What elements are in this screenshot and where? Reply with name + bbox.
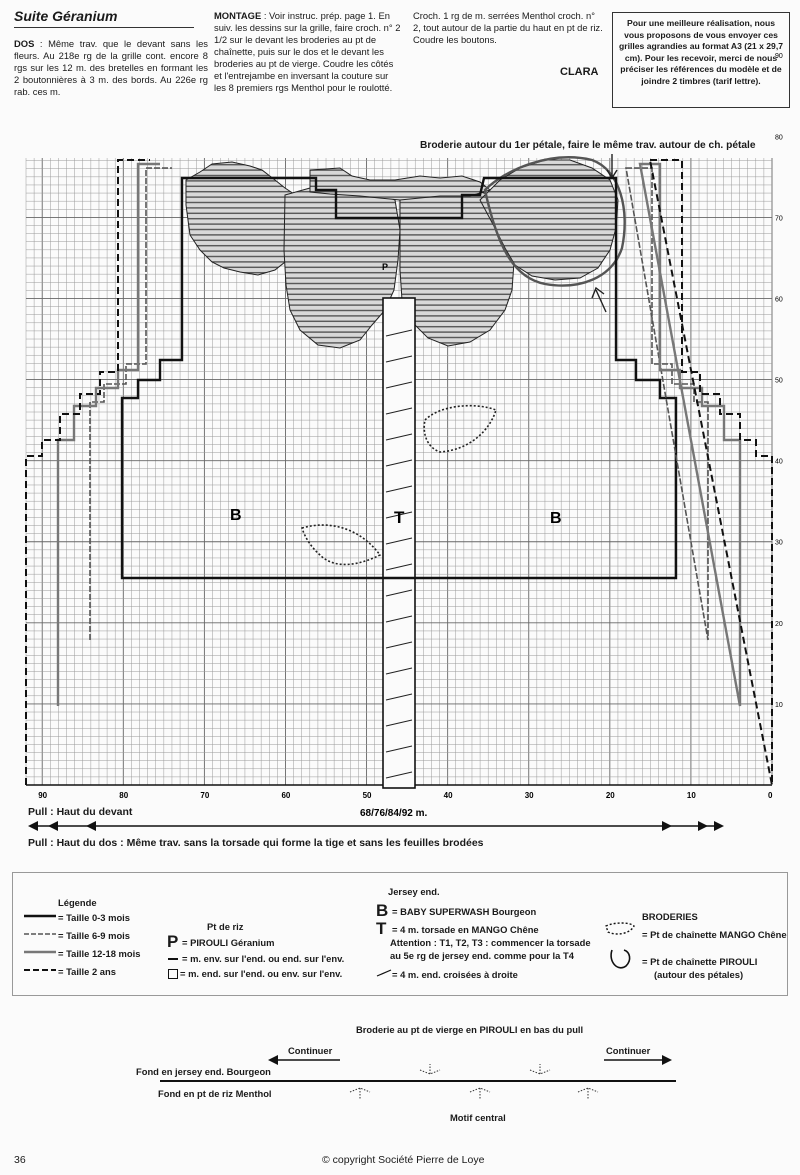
leaf-lower [302,525,380,564]
continue-right: Continuer [606,1045,651,1056]
montage-label: MONTAGE [214,10,262,21]
x-tick-80: 80 [119,791,129,800]
y-tick-50: 50 [775,377,783,385]
fond-2: Fond en pt de riz Menthol [158,1088,272,1099]
page-number: 36 [14,1154,26,1166]
legend-dash-text: = m. env. sur l'end. ou end. sur l'env. [182,953,345,964]
note-arrow [607,154,617,178]
leaf-upper [424,406,496,452]
legend-b-text: = BABY SUPERWASH Bourgeon [392,906,537,917]
x-tick-60: 60 [281,791,291,800]
pull-back-label: Pull : Haut du dos : Même trav. sans la torsade qui forme la tige et sans les feuilles brodées [28,837,484,849]
legend-b-letter: B [376,901,389,920]
label-t: T [394,508,405,527]
legend-p-letter: P [167,932,179,951]
section-title: Suite Géranium [14,8,118,24]
legend-embroidery-symbols [604,920,638,980]
cable-stem [383,298,415,788]
legend-size-6-9: = Taille 6-9 mois [58,930,130,941]
legend-t-text-1: = 4 m. torsade en MANGO Chêne [392,924,539,935]
legend-size-2: = Taille 2 ans [58,966,116,977]
info-box: Pour une meilleure réalisation, nous vous proposons de vous envoyer ces grilles agrandies au format A3 (21 x 29,7 cm). Pour les recevoir, merci de nous préciser les références du modèle et de joindre 2 timbres (tarif lettre). [612,12,790,108]
petal-pointer-arrow [592,288,606,312]
x-tick-10: 10 [686,791,696,800]
label-b-left: B [230,507,242,524]
dos-body: : Même trav. que le devant sans les fleurs. Au 218e rg de la grille cont. encore 8 rgs sur les 12 m. des bretelles en formant les 2 boutonnières à 3 m. des bords. Au 226e rg rab. ces m. [14,38,208,97]
x-tick-40: 40 [443,791,453,800]
legend-brod-1: = Pt de chaînette MANGO Chêne [642,929,787,940]
legend-rice-title: Pt de riz [207,921,244,932]
legend-brod-2: = Pt de chaînette PIROULI [642,956,758,967]
legend-dash-symbol [168,958,178,960]
y-tick-20: 20 [775,620,783,628]
y-axis-ticks [775,0,787,709]
legend-broderies-title: BRODERIES [642,911,698,922]
y-tick-30: 30 [775,539,783,547]
y-tick-60: 60 [775,296,783,304]
dos-label: DOS [14,38,35,49]
x-tick-50: 50 [362,791,372,800]
legend-square-symbol [168,969,178,979]
continue-left: Continuer [288,1045,333,1056]
x-tick-90: 90 [38,791,48,800]
finishing-paragraph: Croch. 1 rg de m. serrées Menthol croch. n° 2, tout autour de la partie du haut en pt de riz. Coudre les boutons. [413,10,603,45]
legend-t-letter: T [376,919,387,938]
legend-square-text: = m. end. sur l'end. ou env. sur l'env. [180,968,343,979]
legend-title: Légende [58,897,97,908]
y-tick-10: 10 [775,701,783,709]
legend-size-lines [22,910,62,980]
montage-body: : Voir instruc. prép. page 1. En suiv. les dessins sur la grille, faire croch. n° 2 1/2 sur le devant les broderies au pt de chaînette, puis sur le dos et le devant les broderies au pt de vierge. Coudre les côtés et l'entrejambe en inversant la couture sur les 8 premiers rgs Menthol pour le roulotté. [214,10,401,93]
x-tick-70: 70 [200,791,210,800]
y-tick-40: 40 [775,458,783,466]
stitch-count: 68/76/84/92 m. [360,808,428,819]
legend-jersey-title: Jersey end. [388,886,440,897]
x-tick-30: 30 [524,791,534,800]
legend-cross-text: = 4 m. end. croisées à droite [392,969,518,980]
legend-p-text: = PIROULI Géranium [182,937,275,948]
label-b-right: B [550,510,562,527]
label-p: P [382,262,389,272]
fond-1: Fond en jersey end. Bourgeon [136,1066,271,1077]
legend-t-text-3: au 5e rg de jersey end. comme pour la T4 [390,950,574,961]
legend-brod-3: (autour des pétales) [654,969,744,980]
motif-central: Motif central [450,1112,506,1123]
legend-size-12-18: = Taille 12-18 mois [58,948,141,959]
legend-cross-symbol [376,968,392,978]
x-tick-20: 20 [605,791,615,800]
legend-t-text-2: Attention : T1, T2, T3 : commencer la torsade [390,937,591,948]
pull-front-label: Pull : Haut du devant [28,806,133,818]
x-axis-ticks [38,791,773,800]
bottom-title: Broderie au pt de vierge en PIROULI en bas du pull [356,1024,584,1035]
designer-signature: CLARA [560,66,599,78]
legend-size-0-3: = Taille 0-3 mois [58,912,130,923]
front-arrow-line [26,818,726,834]
y-tick-70: 70 [775,215,783,223]
x-tick-0: 0 [768,791,773,800]
y-tick-90: 90 [775,53,783,61]
y-tick-80: 80 [775,134,783,142]
copyright: © copyright Société Pierre de Loye [322,1154,485,1166]
embroidery-note: Broderie autour du 1er pétale, faire le même trav. autour de ch. pétale [420,140,756,151]
